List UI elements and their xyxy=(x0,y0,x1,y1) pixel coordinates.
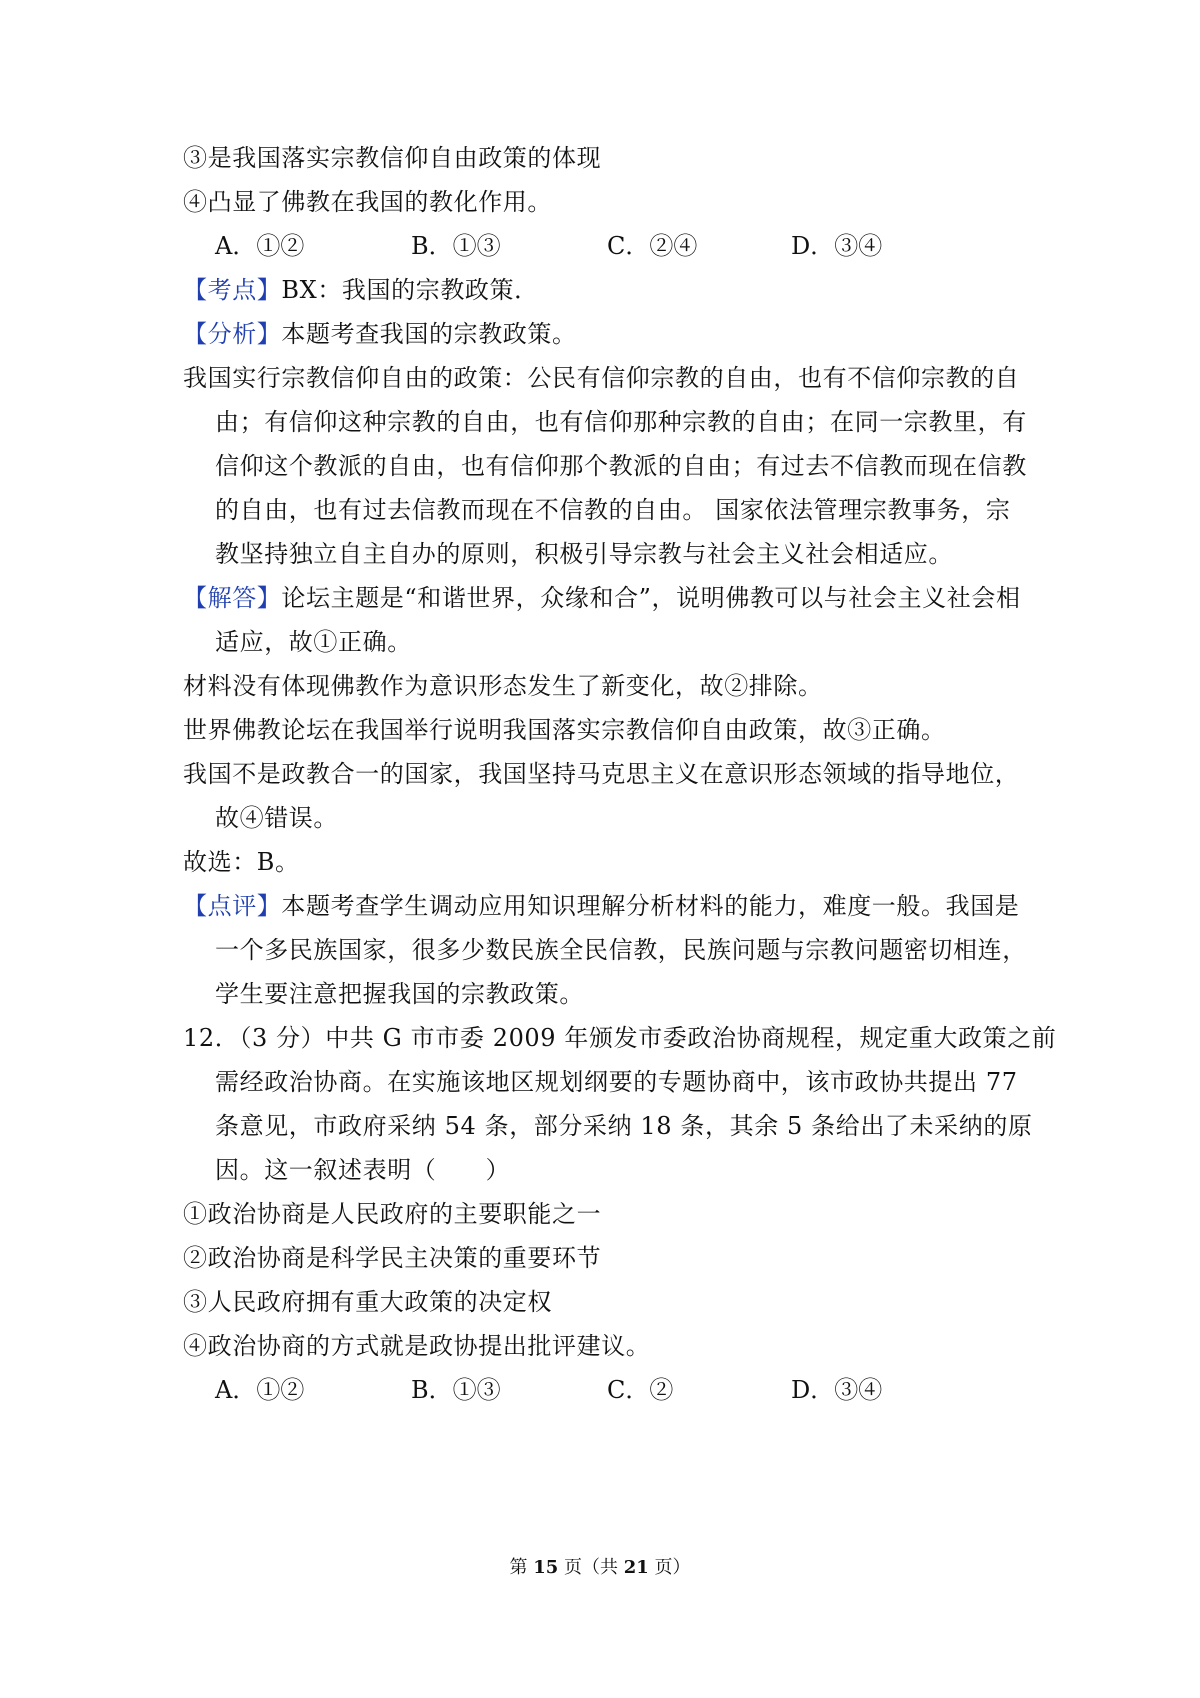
footer-middle: 页（共 xyxy=(564,1557,618,1578)
q12-item-3: ③人民政府拥有重大政策的决定权 xyxy=(183,1288,552,1316)
q11-option-d: D．③④ xyxy=(791,232,883,260)
analysis-line-2: 由；有信仰这种宗教的自由，也有信仰那种宗教的自由；在同一宗教里，有 xyxy=(215,408,1027,436)
q12-item-2: ②政治协商是科学民主决策的重要环节 xyxy=(183,1244,602,1272)
jieda-line-1 xyxy=(183,582,1021,614)
footer-total-pages: 21 xyxy=(623,1557,649,1578)
q12-option-a: A．①② xyxy=(215,1376,305,1404)
fenxi-tag: 【分析】 xyxy=(183,320,282,348)
footer-suffix: 页） xyxy=(654,1557,691,1578)
kaodian-text: BX：我国的宗教政策． xyxy=(281,276,539,304)
kaodian-tag: 【考点】 xyxy=(183,276,282,304)
kaodian-line xyxy=(183,274,539,306)
dianping-line-1 xyxy=(183,890,1019,922)
q12-stem-line-4: 因。这一叙述表明（ ） xyxy=(215,1156,511,1184)
choice-line: 故选：B。 xyxy=(183,848,300,876)
q12-option-d: D．③④ xyxy=(791,1376,883,1404)
jieda-tag: 【解答】 xyxy=(183,584,282,612)
dianping-line-2: 一个多民族国家，很多少数民族全民信教，民族问题与宗教问题密切相连， xyxy=(215,936,1027,964)
q11-option-b: B．①③ xyxy=(411,232,501,260)
analysis-line-4: 的自由，也有过去信教而现在不信教的自由。 国家依法管理宗教事务，宗 xyxy=(215,496,1011,524)
q12-stem-line-3: 条意见，市政府采纳 54 条，部分采纳 18 条，其余 5 条给出了未采纳的原 xyxy=(215,1112,1033,1140)
jieda-line-2: 适应，故①正确。 xyxy=(215,628,412,656)
q11-option-c: C．②④ xyxy=(607,232,698,260)
fenxi-line xyxy=(183,318,577,350)
analysis-line-5: 教坚持独立自主自办的原则，积极引导宗教与社会主义社会相适应。 xyxy=(215,540,953,568)
analysis-line-3: 信仰这个教派的自由，也有信仰那个教派的自由；有过去不信教而现在信教 xyxy=(215,452,1027,480)
q11-item-4: ④凸显了佛教在我国的教化作用。 xyxy=(183,188,552,216)
fenxi-text: 本题考查我国的宗教政策。 xyxy=(281,320,577,348)
q11-option-a: A．①② xyxy=(215,232,305,260)
answer-line-2: 世界佛教论坛在我国举行说明我国落实宗教信仰自由政策，故③正确。 xyxy=(183,716,946,744)
dianping-tag: 【点评】 xyxy=(183,892,282,920)
dianping-text-1: 本题考查学生调动应用知识理解分析材料的能力，难度一般。我国是 xyxy=(281,892,1020,920)
q12-stem-line-1: 12．（3 分）中共 G 市市委 2009 年颁发市委政治协商规程，规定重大政策之前 xyxy=(183,1024,1057,1052)
answer-line-3: 我国不是政教合一的国家，我国坚持马克思主义在意识形态领域的指导地位， xyxy=(183,760,1020,788)
jieda-text-1: 论坛主题是“和谐世界，众缘和合”，说明佛教可以与社会主义社会相 xyxy=(281,584,1021,612)
q11-item-3: ③是我国落实宗教信仰自由政策的体现 xyxy=(183,144,602,172)
analysis-line-1: 我国实行宗教信仰自由的政策：公民有信仰宗教的自由，也有不信仰宗教的自 xyxy=(183,364,1020,392)
q12-option-b: B．①③ xyxy=(411,1376,501,1404)
q12-item-4: ④政治协商的方式就是政协提出批评建议。 xyxy=(183,1332,651,1360)
dianping-line-3: 学生要注意把握我国的宗教政策。 xyxy=(215,980,584,1008)
footer-page-number: 15 xyxy=(533,1557,559,1578)
q12-stem-line-2: 需经政治协商。在实施该地区规划纲要的专题协商中，该市政协共提出 77 xyxy=(215,1068,1018,1096)
footer-prefix: 第 xyxy=(509,1557,528,1578)
q12-item-1: ①政治协商是人民政府的主要职能之一 xyxy=(183,1200,602,1228)
answer-line-4: 故④错误。 xyxy=(215,804,338,832)
answer-line-1: 材料没有体现佛教作为意识形态发生了新变化，故②排除。 xyxy=(183,672,823,700)
q12-option-c: C．② xyxy=(607,1376,674,1404)
page-footer xyxy=(0,1556,1200,1580)
